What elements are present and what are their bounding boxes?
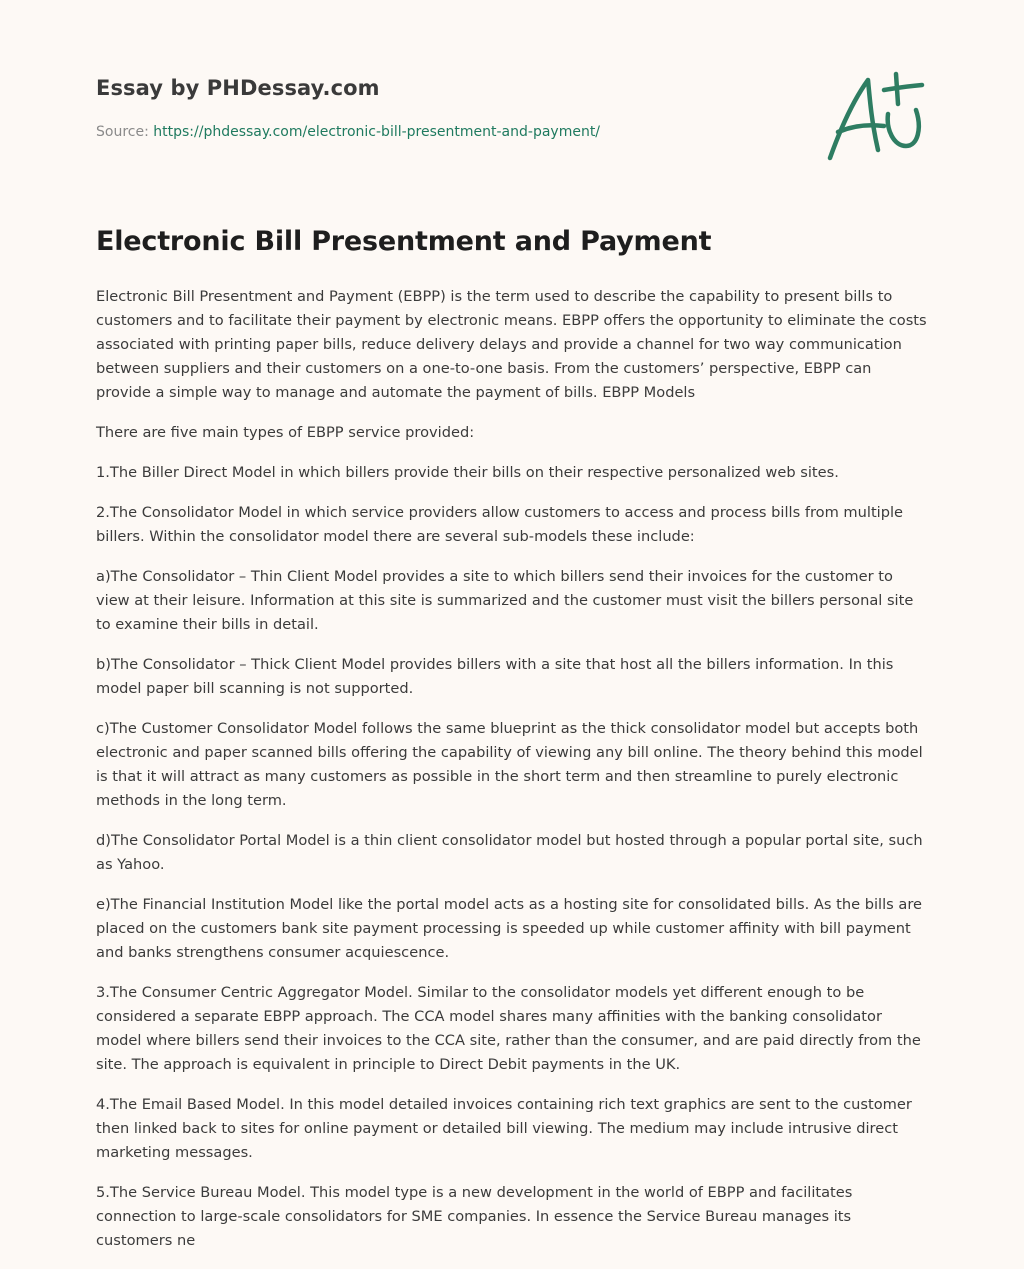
paragraph: Electronic Bill Presentment and Payment (EBPP) is the term used to describe the capability to present bills to customers and to facilitate their payment by electronic means. EBPP offers the opportunity to eliminate the costs associated with printing paper bills, reduce delivery delays and provide a channel for two way communication between suppliers and their customers on a one-to-one basis. From the customers’ perspective, EBPP can provide a simple way to manage and automate the payment of bills. EBPP Models (96, 288, 927, 401)
site-brand: Essay by PHDessay.com (96, 76, 380, 100)
logo-text (928, 68, 929, 69)
paragraph: 3.The Consumer Centric Aggregator Model. Similar to the consolidator models yet different enough to be considered a separate EBPP approach. The CCA model shares many affinities with the banking consolidator model where billers send their invoices to the CCA site, rather than the consumer, and are paid directly from the site. The approach is equivalent in principle to Direct Debit payments in the UK. (96, 984, 921, 1073)
paragraph: There are five main types of EBPP service provided: (96, 424, 475, 441)
source-link[interactable]: https://phdessay.com/electronic-bill-presentment-and-payment/ (153, 124, 601, 140)
source-line (96, 124, 600, 140)
paragraph: b)The Consolidator – Thick Client Model provides billers with a site that host all the billers information. In this model paper bill scanning is not supported. (96, 656, 894, 697)
source-label: Source: (96, 124, 149, 140)
paragraph: 4.The Email Based Model. In this model detailed invoices containing rich text graphics are sent to the customer then linked back to sites for online payment or detailed bill viewing. The medium may include intrusive direct marketing messages. (96, 1096, 912, 1161)
paragraph: d)The Consolidator Portal Model is a thin client consolidator model but hosted through a popular portal site, such as Yahoo. (96, 832, 923, 873)
paragraph: 5.The Service Bureau Model. This model type is a new development in the world of EBPP and facilitates connection to large-scale consolidators for SME companies. In essence the Service Bureau manages its customers ne (96, 1184, 853, 1249)
paragraph: c)The Customer Consolidator Model follows the same blueprint as the thick consolidator model but accepts both electronic and paper scanned bills offering the capability of viewing any bill online. The theory behind this model is that it will attract as many customers as possible in the short term and then streamline to purely electronic methods in the long term. (96, 720, 923, 809)
paragraph: e)The Financial Institution Model like the portal model acts as a hosting site for consolidated bills. As the bills are placed on the customers bank site payment processing is speeded up while customer affinity with bill payment and banks strengthens consumer acquiescence. (96, 896, 922, 961)
essay-title: Electronic Bill Presentment and Payment (96, 226, 712, 257)
paragraph: 1.The Biller Direct Model in which billers provide their bills on their respective personalized web sites. (96, 464, 839, 481)
essay-body (96, 285, 928, 1269)
a-plus-logo (824, 68, 928, 164)
paragraph: 2.The Consolidator Model in which service providers allow customers to access and process bills from multiple billers. Within the consolidator model there are several sub-models these include: (96, 504, 904, 545)
paragraph: a)The Consolidator – Thin Client Model provides a site to which billers send their invoices for the customer to view at their leisure. Information at this site is summarized and the customer must visit the billers personal site to examine their bills in detail. (96, 568, 914, 633)
a-plus-logo-icon (824, 68, 928, 164)
